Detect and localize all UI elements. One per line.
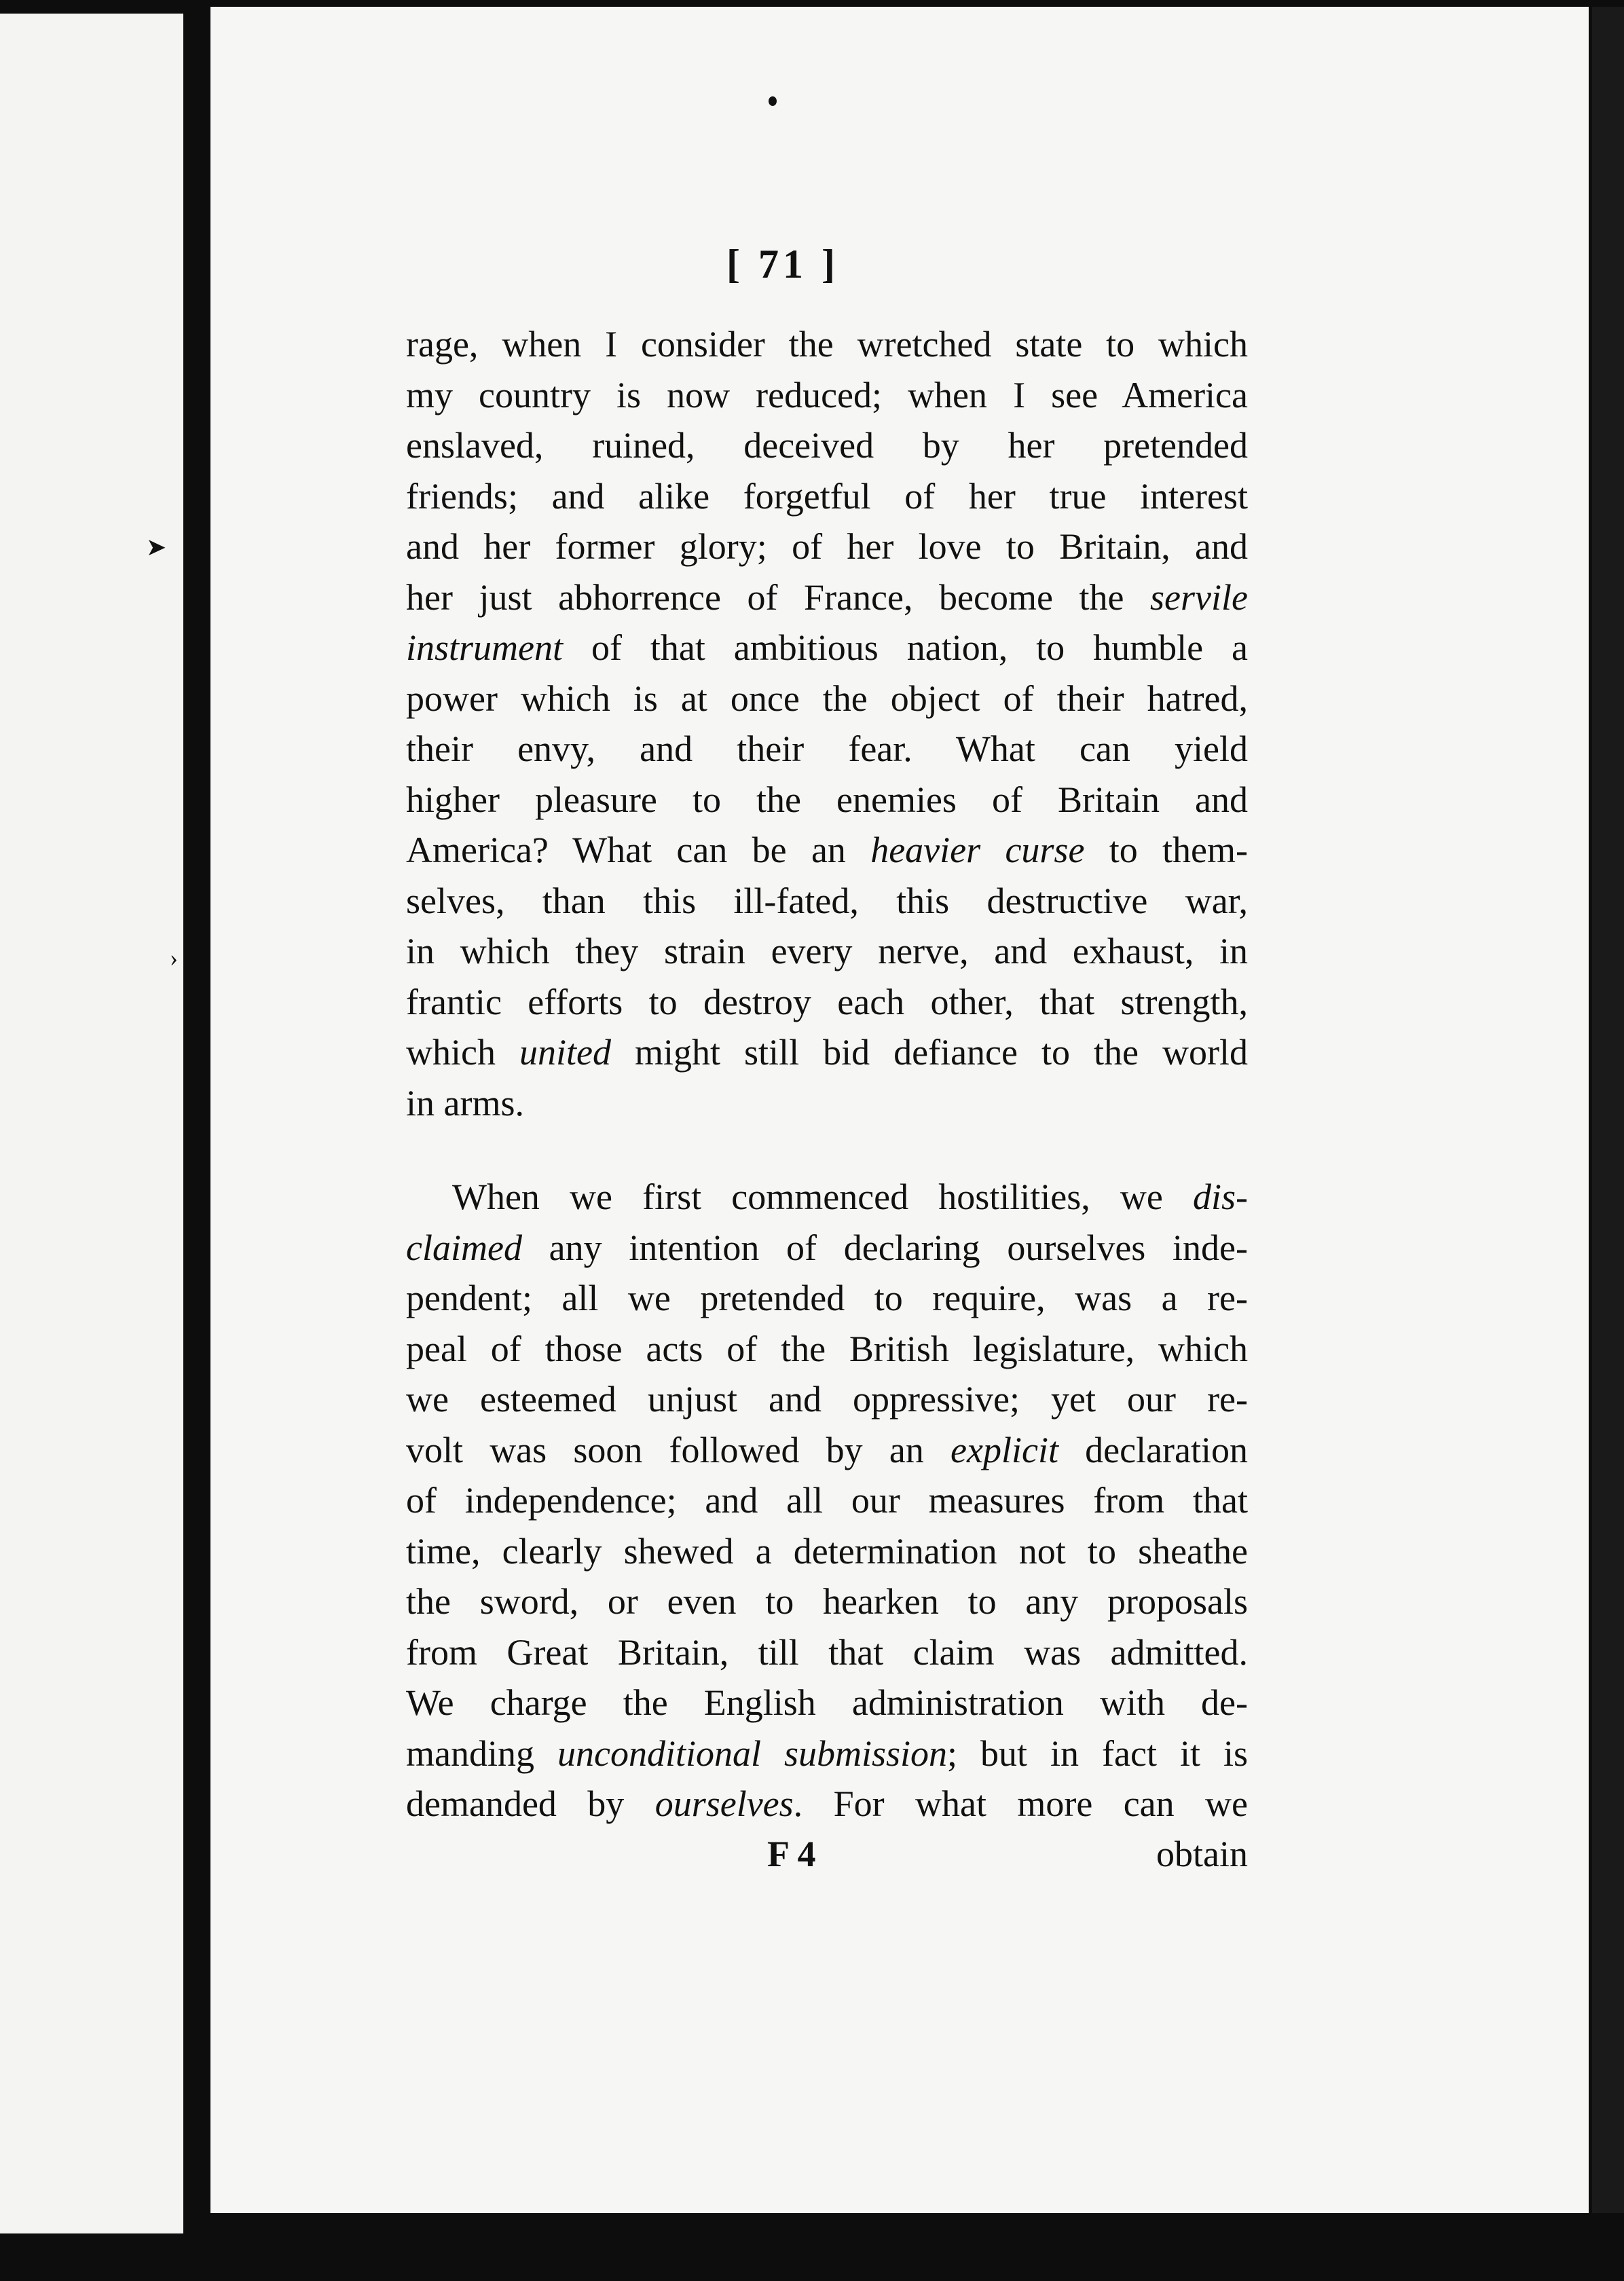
text-run: frantic efforts to destroy each other, that strength, xyxy=(406,981,1248,1022)
signature-mark: F 4 xyxy=(767,1834,816,1874)
italic-text: heavier curse xyxy=(870,830,1085,870)
text-run: We charge the English administration with de- xyxy=(406,1682,1248,1723)
text-line xyxy=(406,420,1248,471)
italic-text: unconditional submission xyxy=(557,1732,948,1774)
text-run: selves, than this ill-fated, this destructive war, xyxy=(406,880,1248,921)
page-number: [ 71 ] xyxy=(726,242,839,286)
italic-text: united xyxy=(519,1032,611,1073)
margin-mark: ➤ xyxy=(146,534,167,561)
text-run: might still bid defiance to the world xyxy=(610,1032,1248,1073)
body-text xyxy=(406,319,1248,1830)
scan-border xyxy=(1592,7,1624,2213)
text-line xyxy=(406,876,1248,927)
text-line xyxy=(406,1425,1248,1476)
text-line xyxy=(406,1273,1248,1324)
text-line xyxy=(406,1172,1248,1223)
text-line xyxy=(406,370,1248,421)
text-run: my country is now reduced; when I see America xyxy=(406,374,1248,415)
text-run: their envy, and their fear. What can yield xyxy=(406,728,1248,769)
text-line xyxy=(406,1078,1248,1129)
text-line xyxy=(406,724,1248,775)
text-run: her just abhorrence of France, become the xyxy=(406,576,1151,618)
text-line xyxy=(406,1324,1248,1375)
text-run: of independence; and all our measures from that xyxy=(406,1480,1248,1521)
text-line xyxy=(406,623,1248,673)
text-run: peal of those acts of the British legislature, which xyxy=(406,1328,1248,1369)
text-run: we esteemed unjust and oppressive; yet our re- xyxy=(406,1379,1248,1420)
text-run: any intention of declaring ourselves inde- xyxy=(521,1227,1248,1268)
margin-mark: › xyxy=(170,944,178,971)
text-run: volt was soon followed by an xyxy=(406,1429,951,1470)
text-run: in which they strain every nerve, and exhaust, in xyxy=(406,931,1248,971)
text-run: America? What can be an xyxy=(406,830,871,870)
text-run: ; but in fact it is xyxy=(947,1732,1248,1774)
page-footer xyxy=(406,1833,1248,1887)
text-line xyxy=(406,471,1248,522)
text-run: . For what more can we xyxy=(793,1783,1249,1824)
text-line xyxy=(406,1779,1248,1830)
text-run: power which is at once the object of their hatred, xyxy=(406,678,1248,719)
text-line xyxy=(406,1526,1248,1577)
text-run: and her former glory; of her love to Britain, and xyxy=(406,526,1248,567)
text-line xyxy=(406,977,1248,1028)
text-line xyxy=(406,825,1248,876)
facing-page-edge xyxy=(0,14,183,2233)
ink-dot xyxy=(769,96,777,106)
text-line xyxy=(406,1027,1248,1078)
text-line xyxy=(406,319,1248,370)
text-line xyxy=(406,673,1248,724)
text-run: to them- xyxy=(1084,830,1248,870)
text-run: which xyxy=(406,1032,519,1073)
text-run: When we first commenced hostilities, we xyxy=(452,1176,1193,1217)
text-run: declaration xyxy=(1058,1429,1248,1470)
text-line xyxy=(406,1576,1248,1627)
text-line xyxy=(406,1728,1248,1779)
italic-text: claimed xyxy=(406,1227,522,1268)
italic-text: dis- xyxy=(1193,1176,1248,1217)
catchword: obtain xyxy=(1156,1834,1248,1874)
italic-text: ourselves xyxy=(654,1783,794,1824)
text-line xyxy=(406,926,1248,977)
text-run: enslaved, ruined, deceived by her pretended xyxy=(406,425,1248,466)
text-line xyxy=(406,572,1248,623)
text-line xyxy=(406,1374,1248,1425)
text-line xyxy=(406,775,1248,826)
text-line xyxy=(406,521,1248,572)
paragraph-gap xyxy=(406,1128,1248,1172)
text-run: in arms. xyxy=(406,1082,524,1124)
text-run: pendent; all we pretended to require, was a re- xyxy=(406,1278,1248,1318)
text-run: friends; and alike forgetful of her true interest xyxy=(406,475,1248,517)
text-run: from Great Britain, till that claim was admitted. xyxy=(406,1631,1248,1673)
paragraph xyxy=(406,319,1248,1128)
text-line xyxy=(406,1223,1248,1274)
text-run: time, clearly shewed a determination not to sheathe xyxy=(406,1530,1248,1572)
italic-text: instrument xyxy=(406,627,564,668)
text-run: demanded by xyxy=(406,1783,655,1824)
text-line xyxy=(406,1677,1248,1728)
text-line xyxy=(406,1475,1248,1526)
italic-text: explicit xyxy=(951,1429,1058,1470)
italic-text: servile xyxy=(1150,576,1248,618)
paragraph xyxy=(406,1172,1248,1830)
text-line xyxy=(406,1627,1248,1678)
text-run: manding xyxy=(406,1732,557,1774)
text-run: higher pleasure to the enemies of Britain and xyxy=(406,779,1248,820)
text-run: the sword, or even to hearken to any proposals xyxy=(406,1581,1248,1622)
text-run: of that ambitious nation, to humble a xyxy=(563,627,1248,668)
text-run: rage, when I consider the wretched state to which xyxy=(406,324,1248,365)
